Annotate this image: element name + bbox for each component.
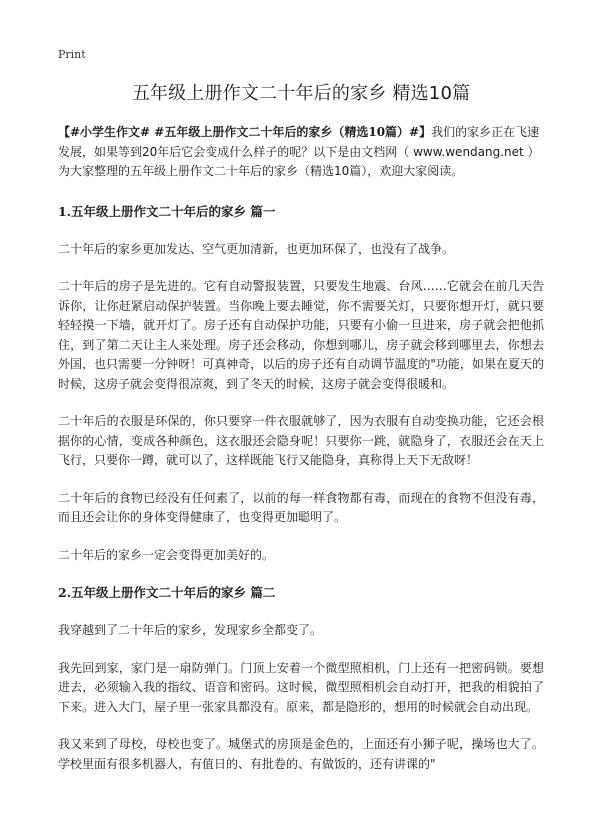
paragraph: 我穿越到了二十年后的家乡，发现家乡全都变了。 <box>58 623 323 637</box>
section-2 <box>58 583 544 774</box>
paragraph: 二十年后的房子是先进的。它有自动警报装置，只要发生地震、台风……它就会在前几天告诉你，让你赶紧启动保护装置。当你晚上要去睡觉，你不需要关灯，只要你想开灯，就只要轻轻摸一下墙，就开灯了。房子还有自动保护功能，只要有小偷一旦进来，房子就会把他抓住，到了第二天让主人来处理。房子还会移动，你想到哪儿，房子就会移到哪里去，你想去外国，也只需要一分钟呀！可真神奇，以后的房子还有自动调节温度的"功能，如果在夏天的时候，这房子就会变得很凉爽，到了冬天的时候，这房子就会变得很暖和。 <box>58 279 544 391</box>
intro-text: 我们的家乡正在飞速发展，如果等到20年后它会变成什么样子的呢？以下是由文档网（ www.wendang.net ）为大家整理的五年级上册作文二十年后的家乡（精选10篇），欢迎大家阅读。 <box>58 125 540 178</box>
section-1 <box>58 202 544 566</box>
paragraph: 我先回到家，家门是一扇防弹门。门顶上安着一个微型照相机，门上还有一把密码锁。要想进去，必须输入我的指纹、语音和密码。这时候，微型照相机会自动打开，把我的相貌拍了下来。进入大门，屋子里一张家具都没有。原来，都是隐形的，想用的时候就会自动出现。 <box>58 660 544 714</box>
print-link[interactable]: Print <box>58 48 86 61</box>
paragraph: 我又来到了母校，母校也变了。城堡式的房顶是金色的，上面还有小狮子呢，操场也大了。学校里面有很多机器人，有值日的、有批卷的、有做饭的，还有讲课的" <box>58 737 544 771</box>
document-title: 五年级上册作文二十年后的家乡 精选10篇 <box>131 83 471 104</box>
intro-paragraph <box>58 123 544 182</box>
paragraph: 二十年后的衣服是环保的，你只要穿一件衣服就够了，因为衣服有自动变换功能，它还会根据你的心情，变成各种颜色，这衣服还会隐身呢！只要你一跳，就隐身了，衣服还会在天上飞行，只要你一蹲，就可以了，这样既能飞行又能隐身，真称得上天下无敌呀！ <box>58 414 544 467</box>
section-heading: 1.五年级上册作文二十年后的家乡 篇一 <box>58 203 276 219</box>
paragraph: 二十年后的食物已经没有任何素了，以前的每一样食物都有毒，而现在的食物不但没有毒，而且还会让你的身体变得健康了，也变得更加聪明了。 <box>58 490 544 524</box>
paragraph: 二十年后的家乡更加发达、空气更加清新，也更加环保了，也没有了战争。 <box>58 241 455 256</box>
section-heading: 2.五年级上册作文二十年后的家乡 篇二 <box>58 585 276 600</box>
intro-tags: 【#小学生作文# #五年级上册作文二十年后的家乡（精选10篇）#】 <box>58 125 432 139</box>
paragraph: 二十年后的家乡一定会变得更加美好的。 <box>58 547 275 562</box>
